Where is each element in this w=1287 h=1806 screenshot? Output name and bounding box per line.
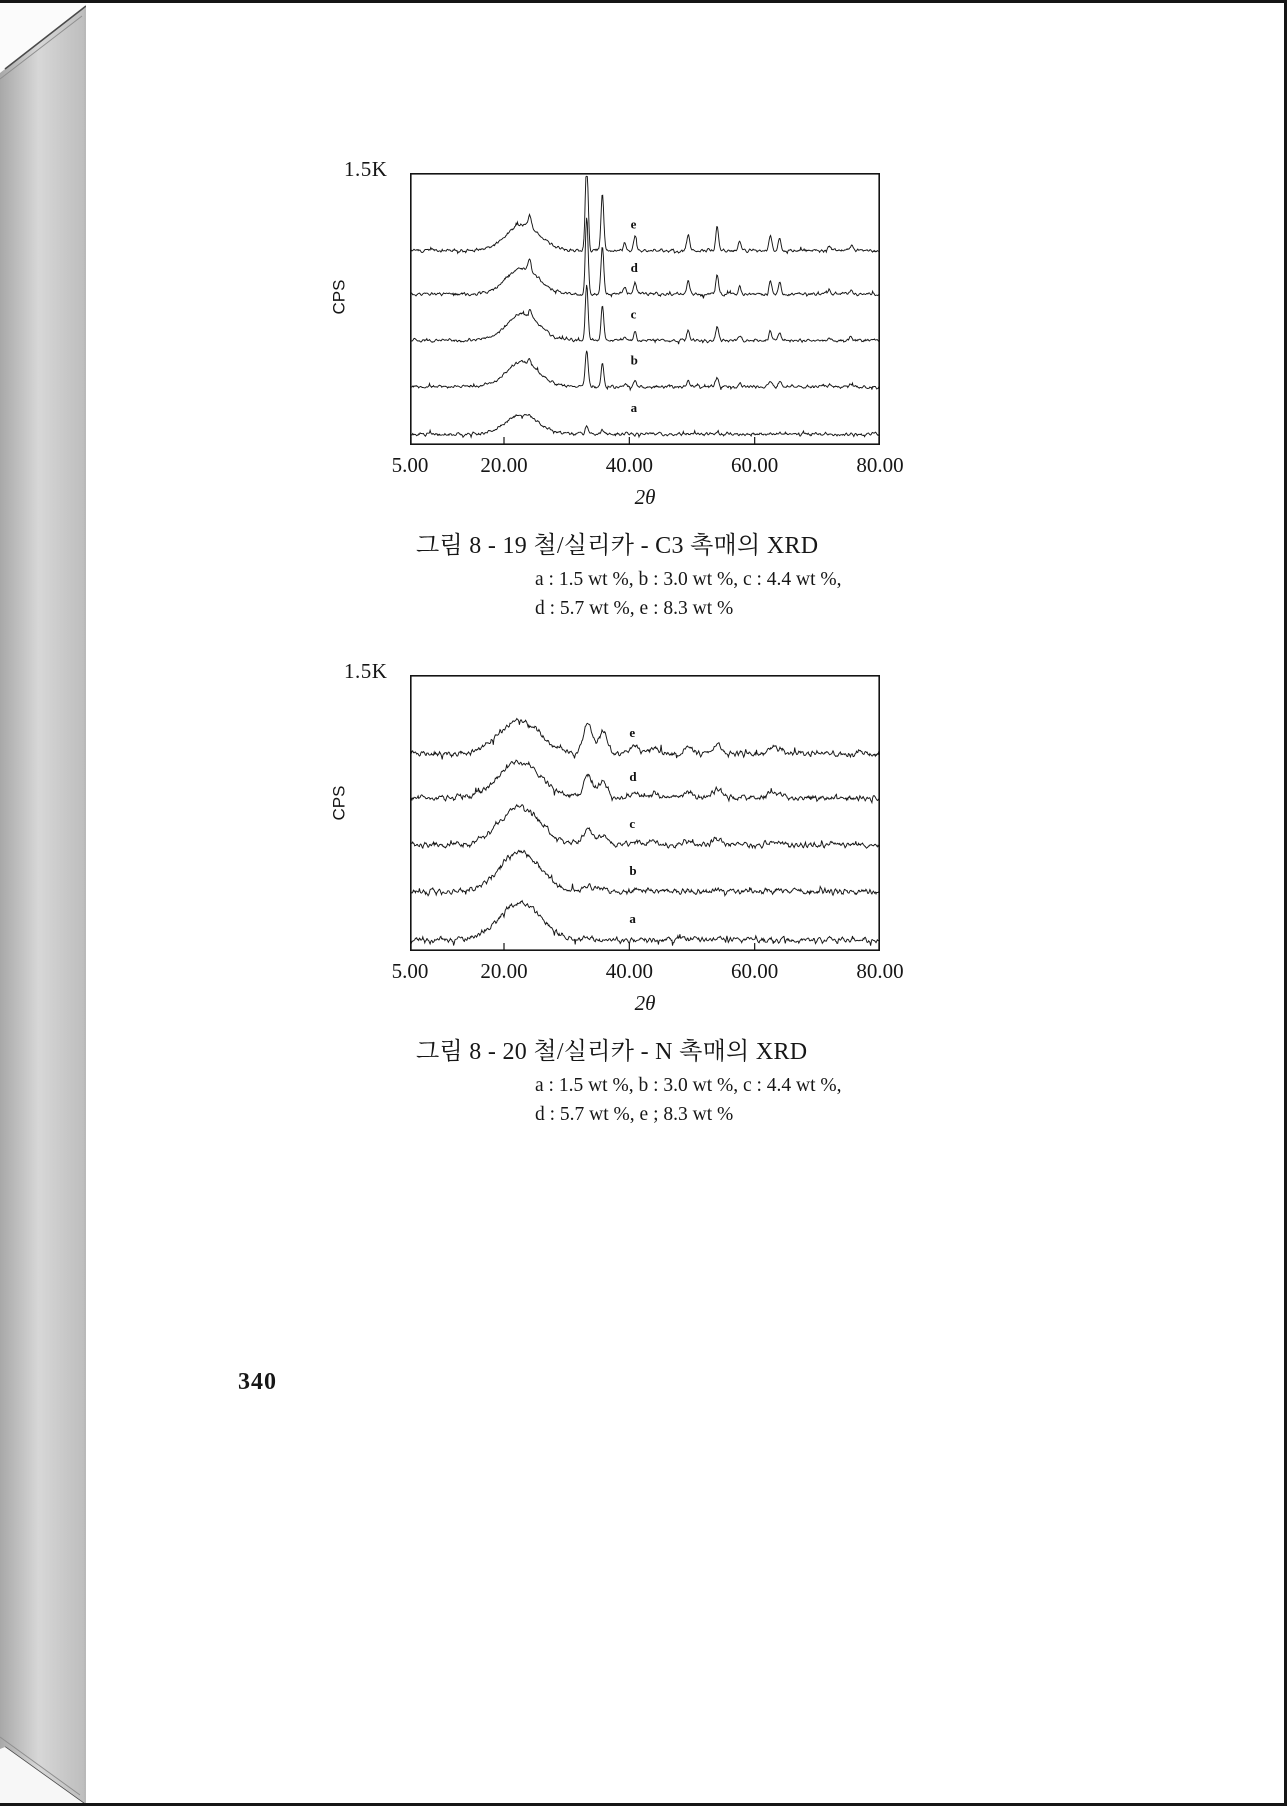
x-tick-label: 20.00 bbox=[480, 959, 528, 983]
trace-label-c: c bbox=[629, 815, 636, 831]
y-axis-max-label: 1.5K bbox=[344, 157, 388, 181]
subcaption-line-2: d : 5.7 wt %, e ; 8.3 wt % bbox=[535, 1104, 734, 1125]
trace-label-a: a bbox=[630, 400, 638, 416]
figure-8-20 bbox=[329, 659, 970, 1151]
xrd-trace-a bbox=[410, 901, 880, 946]
x-tick-label: 5.00 bbox=[391, 959, 429, 983]
subcaption-line-1: a : 1.5 wt %, b : 3.0 wt %, c : 4.4 wt %, bbox=[535, 1075, 842, 1096]
trace-label-b: b bbox=[630, 352, 638, 368]
xrd-trace-e bbox=[410, 719, 880, 760]
y-axis-max-label: 1.5K bbox=[344, 659, 388, 683]
x-axis-label-2theta: 2θ bbox=[634, 485, 656, 509]
x-axis-tick-labels bbox=[391, 959, 904, 985]
xrd-trace-d bbox=[410, 760, 880, 803]
subcaption-line-1: a : 1.5 wt %, b : 3.0 wt %, c : 4.4 wt %, bbox=[535, 569, 842, 590]
xrd-trace-a bbox=[410, 414, 880, 437]
x-tick-label: 80.00 bbox=[856, 959, 904, 983]
book-edge-graphic bbox=[0, 3, 86, 1806]
trace-label-e: e bbox=[630, 216, 637, 232]
x-tick-label: 60.00 bbox=[731, 453, 779, 477]
x-axis-tick-labels bbox=[391, 453, 904, 479]
figure-caption: 그림 8 - 20 철/실리카 - N 촉매의 XRD bbox=[416, 1039, 808, 1065]
y-axis-label-cps: CPS bbox=[329, 279, 349, 315]
xrd-trace-b bbox=[410, 351, 880, 390]
page-number: 340 bbox=[238, 1369, 277, 1395]
trace-label-c: c bbox=[630, 306, 637, 322]
subcaption-line-2: d : 5.7 wt %, e : 8.3 wt % bbox=[535, 598, 734, 619]
x-tick-label: 20.00 bbox=[480, 453, 528, 477]
figure-caption: 그림 8 - 19 철/실리카 - C3 촉매의 XRD bbox=[416, 533, 819, 559]
x-tick-label: 60.00 bbox=[731, 959, 779, 983]
trace-label-a: a bbox=[629, 911, 636, 927]
trace-label-d: d bbox=[630, 260, 638, 276]
book-page-edge bbox=[0, 3, 86, 1803]
xrd-plot-fe-silica-n bbox=[410, 675, 880, 951]
figure-8-19 bbox=[329, 157, 970, 639]
xrd-trace-d bbox=[410, 218, 880, 299]
trace-label-e: e bbox=[629, 724, 636, 740]
x-axis-label-2theta: 2θ bbox=[634, 991, 656, 1015]
x-tick-label: 40.00 bbox=[605, 453, 653, 477]
x-tick-label: 40.00 bbox=[605, 959, 653, 983]
y-axis-label-cps: CPS bbox=[329, 785, 349, 821]
xrd-plot-fe-silica-c3 bbox=[410, 173, 880, 445]
xrd-trace-b bbox=[410, 850, 880, 895]
xrd-trace-e bbox=[410, 176, 880, 253]
trace-label-d: d bbox=[629, 768, 637, 784]
xrd-trace-c bbox=[410, 805, 880, 849]
figure-subcaption bbox=[535, 565, 842, 623]
trace-label-b: b bbox=[629, 862, 637, 878]
figure-subcaption bbox=[535, 1071, 842, 1129]
x-tick-label: 5.00 bbox=[391, 453, 429, 477]
x-tick-label: 80.00 bbox=[856, 453, 904, 477]
